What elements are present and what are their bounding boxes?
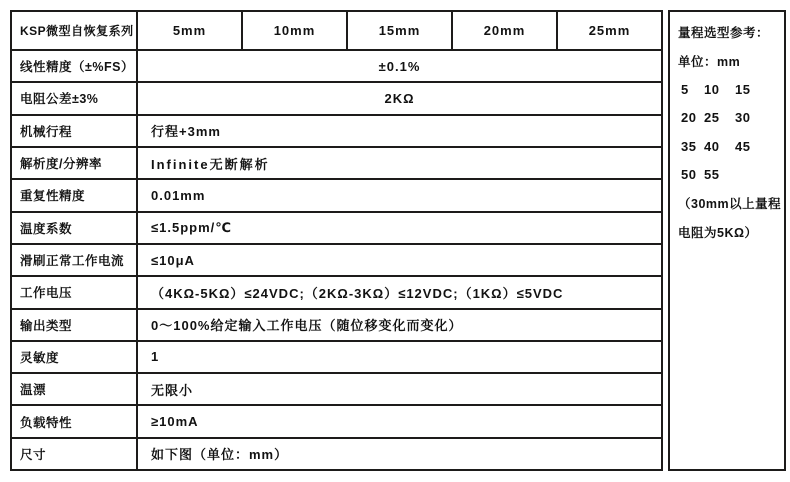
row-value: ±0.1% [378, 58, 421, 74]
table-row-output-type [12, 308, 661, 340]
range-value: 5 [681, 81, 689, 97]
row-label: 线性精度（±%FS） [12, 51, 138, 81]
row-value: ≥10mA [151, 414, 199, 430]
range-row [678, 75, 780, 104]
row-label: 温度系数 [12, 213, 138, 243]
range-value: 50 [681, 167, 697, 183]
table-header-row [12, 12, 661, 49]
row-label: 工作电压 [12, 277, 138, 307]
range-value: 30 [735, 110, 751, 126]
table-row-load-characteristic [12, 404, 661, 436]
panel-title: 量程选型参考： [678, 26, 770, 41]
row-label: 输出类型 [12, 310, 138, 340]
column-header-15mm: 15mm [348, 12, 453, 49]
table-row-wiper-current [12, 243, 661, 275]
table-row-resistance-tolerance [12, 81, 661, 113]
table-row-resolution [12, 146, 661, 178]
panel-unit-line: 单位：mm [678, 54, 741, 69]
table-row-dimensions [12, 437, 661, 469]
table-row-mechanical-travel [12, 114, 661, 146]
spec-table [10, 10, 663, 471]
range-row [678, 132, 780, 161]
column-header-10mm: 10mm [243, 12, 348, 49]
range-row [678, 161, 780, 190]
panel-note-line-1: （30mm以上量程 [678, 197, 782, 212]
row-value: 行程+3mm [151, 124, 221, 140]
range-value: 25 [704, 110, 720, 126]
row-value: 2KΩ [384, 90, 415, 106]
range-value: 35 [681, 138, 697, 154]
row-label: 解析度/分辨率 [12, 148, 138, 178]
row-value: ≤1.5ppm/℃ [151, 219, 233, 235]
range-selection-panel [668, 10, 786, 471]
row-label: 电阻公差±3% [12, 83, 138, 113]
row-value: ≤10μA [151, 252, 195, 268]
panel-note-line-2: 电阻为5KΩ） [678, 225, 758, 240]
table-row-temp-coefficient [12, 211, 661, 243]
range-value: 55 [704, 167, 720, 183]
row-label: 滑刷正常工作电流 [12, 245, 138, 275]
row-label: 负载特性 [12, 406, 138, 436]
row-label: 尺寸 [12, 439, 138, 469]
table-row-repeatability [12, 178, 661, 210]
table-row-working-voltage [12, 275, 661, 307]
range-row [678, 104, 780, 133]
row-label: 机械行程 [12, 116, 138, 146]
table-row-linearity [12, 49, 661, 81]
table-row-sensitivity [12, 340, 661, 372]
table-row-temp-drift [12, 372, 661, 404]
range-value: 20 [681, 110, 697, 126]
column-header-25mm: 25mm [588, 23, 631, 38]
row-value: Infinite无断解析 [151, 156, 270, 172]
row-value: 0～100%给定输入工作电压（随位移变化而变化） [151, 318, 463, 334]
row-label: 温漂 [12, 374, 138, 404]
row-label: 重复性精度 [12, 180, 138, 210]
row-value: 无限小 [151, 382, 194, 398]
column-header-20mm: 20mm [453, 12, 558, 49]
row-value: 1 [151, 349, 160, 365]
range-value: 45 [735, 138, 751, 154]
row-value: 0.01mm [151, 187, 206, 203]
row-label: 灵敏度 [12, 342, 138, 372]
range-value: 15 [735, 81, 751, 97]
row-value: （4KΩ-5KΩ）≤24VDC;（2KΩ-3KΩ）≤12VDC;（1KΩ）≤5VDC [151, 285, 564, 301]
column-header-5mm: 5mm [138, 12, 243, 49]
series-title-cell: KSP微型自恢复系列 [12, 12, 138, 49]
row-value: 如下图（单位：mm） [151, 447, 289, 463]
range-value: 10 [704, 81, 720, 97]
range-value: 40 [704, 138, 720, 154]
